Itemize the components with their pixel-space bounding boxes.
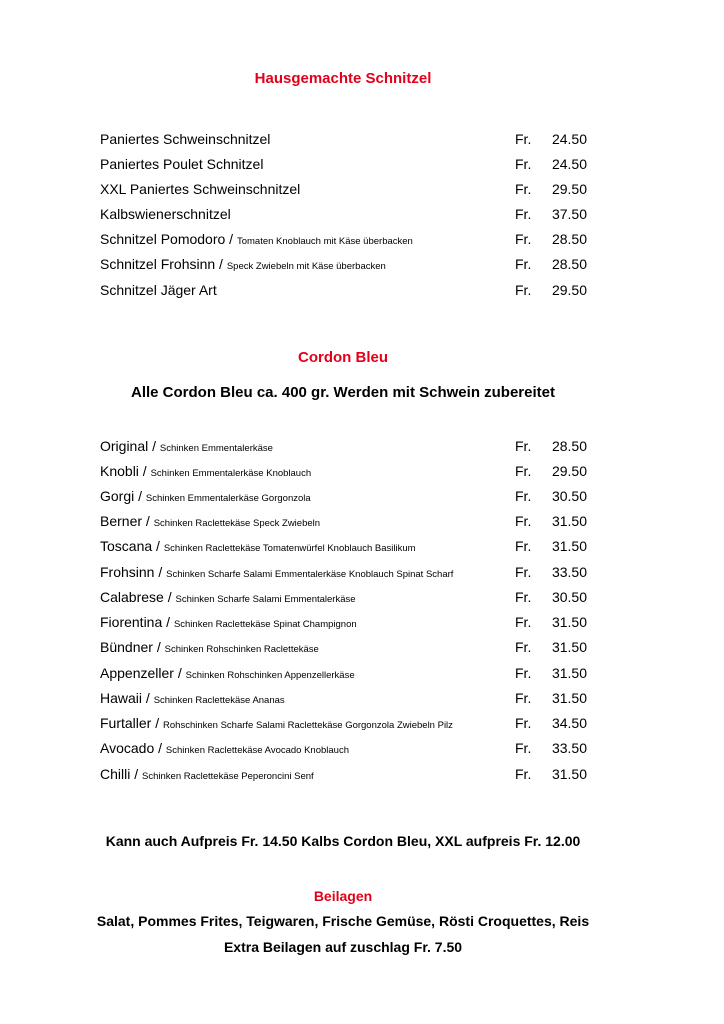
item-name: Kalbswienerschnitzel bbox=[100, 206, 231, 222]
item-name: Paniertes Schweinschnitzel bbox=[100, 131, 271, 147]
item-currency: Fr. bbox=[515, 766, 532, 782]
item-price: 31.50 bbox=[551, 766, 587, 782]
item-currency: Fr. bbox=[515, 614, 532, 630]
item-currency: Fr. bbox=[515, 131, 532, 147]
item-name: Berner / Schinken Raclettekäse Speck Zwiebeln bbox=[100, 513, 321, 529]
item-name: Appenzeller / Schinken Rohschinken Appenzellerkäse bbox=[100, 665, 355, 681]
item-name: Paniertes Poulet Schnitzel bbox=[100, 156, 264, 172]
item-currency: Fr. bbox=[515, 665, 532, 681]
item-price: 31.50 bbox=[551, 614, 587, 630]
item-currency: Fr. bbox=[515, 513, 532, 529]
item-currency: Fr. bbox=[515, 206, 532, 222]
cordon-bleu-subtitle: Alle Cordon Bleu ca. 400 gr. Werden mit Schwein zubereitet bbox=[131, 384, 555, 401]
item-currency: Fr. bbox=[515, 181, 532, 197]
item-currency: Fr. bbox=[515, 156, 532, 172]
item-name: Gorgi / Schinken Emmentalerkäse Gorgonzola bbox=[100, 488, 311, 504]
item-currency: Fr. bbox=[515, 639, 532, 655]
item-price: 37.50 bbox=[551, 206, 587, 222]
item-price: 31.50 bbox=[551, 538, 587, 554]
menu-item bbox=[100, 536, 600, 556]
menu-item bbox=[100, 486, 600, 506]
item-name: Frohsinn / Schinken Scharfe Salami Emmentalerkäse Knoblauch Spinat Scharf bbox=[100, 564, 454, 580]
item-currency: Fr. bbox=[515, 231, 532, 247]
item-price: 31.50 bbox=[551, 690, 587, 706]
item-name: Original / Schinken Emmentalerkäse bbox=[100, 438, 273, 454]
item-currency: Fr. bbox=[515, 538, 532, 554]
item-name: Calabrese / Schinken Scharfe Salami Emmentalerkäse bbox=[100, 589, 356, 605]
menu-item bbox=[100, 587, 600, 607]
item-price: 28.50 bbox=[551, 256, 587, 272]
item-name: Chilli / Schinken Raclettekäse Peperoncini Senf bbox=[100, 766, 314, 782]
item-name: Knobli / Schinken Emmentalerkäse Knoblauch bbox=[100, 463, 312, 479]
menu-item bbox=[100, 154, 600, 174]
item-price: 30.50 bbox=[551, 589, 587, 605]
item-name: XXL Paniertes Schweinschnitzel bbox=[100, 181, 301, 197]
item-price: 31.50 bbox=[551, 513, 587, 529]
item-name: Toscana / Schinken Raclettekäse Tomatenwürfel Knoblauch Basilikum bbox=[100, 538, 416, 554]
menu-item bbox=[100, 663, 600, 683]
item-price: 29.50 bbox=[551, 282, 587, 298]
menu-item bbox=[100, 764, 600, 784]
menu-item bbox=[100, 637, 600, 657]
menu-item bbox=[100, 280, 600, 300]
item-currency: Fr. bbox=[515, 740, 532, 756]
cordon-bleu-upgrade-note: Kann auch Aufpreis Fr. 14.50 Kalbs Cordon Bleu, XXL aufpreis Fr. 12.00 bbox=[105, 833, 581, 849]
item-currency: Fr. bbox=[515, 282, 532, 298]
menu-item bbox=[100, 204, 600, 224]
schnitzel-heading: Hausgemachte Schnitzel bbox=[254, 70, 432, 87]
item-currency: Fr. bbox=[515, 564, 532, 580]
item-price: 31.50 bbox=[551, 639, 587, 655]
beilagen-list: Salat, Pommes Frites, Teigwaren, Frische Gemüse, Rösti Croquettes, Reis bbox=[96, 913, 590, 929]
item-price: 31.50 bbox=[551, 665, 587, 681]
item-name: Schnitzel Pomodoro / Tomaten Knoblauch mit Käse überbacken bbox=[100, 231, 413, 247]
item-name: Fiorentina / Schinken Raclettekäse Spinat Champignon bbox=[100, 614, 357, 630]
item-name: Schnitzel Frohsinn / Speck Zwiebeln mit Käse überbacken bbox=[100, 256, 386, 272]
item-currency: Fr. bbox=[515, 488, 532, 504]
item-name: Furtaller / Rohschinken Scharfe Salami Raclettekäse Gorgonzola Zwiebeln Pilz bbox=[100, 715, 453, 731]
menu-item bbox=[100, 254, 600, 274]
menu-item bbox=[100, 713, 600, 733]
item-price: 28.50 bbox=[551, 231, 587, 247]
item-name: Hawaii / Schinken Raclettekäse Ananas bbox=[100, 690, 285, 706]
menu-item bbox=[100, 562, 600, 582]
item-currency: Fr. bbox=[515, 256, 532, 272]
menu-item bbox=[100, 738, 600, 758]
item-name: Schnitzel Jäger Art bbox=[100, 282, 217, 298]
item-price: 33.50 bbox=[551, 564, 587, 580]
cordon-bleu-heading: Cordon Bleu bbox=[298, 349, 388, 366]
menu-item bbox=[100, 179, 600, 199]
item-currency: Fr. bbox=[515, 463, 532, 479]
item-name: Avocado / Schinken Raclettekäse Avocado Knoblauch bbox=[100, 740, 349, 756]
item-price: 28.50 bbox=[551, 438, 587, 454]
item-currency: Fr. bbox=[515, 690, 532, 706]
item-price: 29.50 bbox=[551, 463, 587, 479]
item-price: 30.50 bbox=[551, 488, 587, 504]
beilagen-heading: Beilagen bbox=[313, 888, 373, 904]
item-currency: Fr. bbox=[515, 438, 532, 454]
menu-item bbox=[100, 436, 600, 456]
menu-item bbox=[100, 461, 600, 481]
beilagen-extra: Extra Beilagen auf zuschlag Fr. 7.50 bbox=[223, 939, 463, 955]
item-currency: Fr. bbox=[515, 589, 532, 605]
menu-item bbox=[100, 229, 600, 249]
menu-item bbox=[100, 688, 600, 708]
menu-item bbox=[100, 612, 600, 632]
item-price: 29.50 bbox=[551, 181, 587, 197]
menu-item bbox=[100, 511, 600, 531]
item-name: Bündner / Schinken Rohschinken Raclettekäse bbox=[100, 639, 319, 655]
item-price: 33.50 bbox=[551, 740, 587, 756]
menu-item bbox=[100, 129, 600, 149]
item-price: 24.50 bbox=[551, 131, 587, 147]
item-currency: Fr. bbox=[515, 715, 532, 731]
item-price: 24.50 bbox=[551, 156, 587, 172]
item-price: 34.50 bbox=[551, 715, 587, 731]
